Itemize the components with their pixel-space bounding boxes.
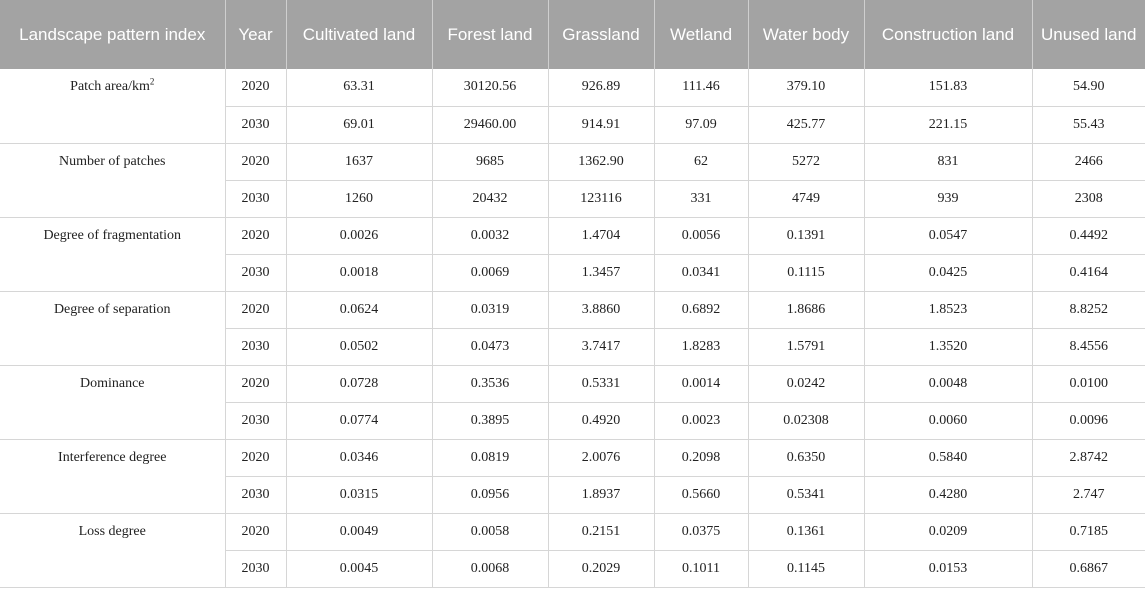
value-cell: 0.1361 <box>748 513 864 550</box>
value-cell: 221.15 <box>864 106 1032 143</box>
value-cell: 0.0425 <box>864 254 1032 291</box>
value-cell: 0.0502 <box>286 328 432 365</box>
value-cell: 0.0048 <box>864 365 1032 402</box>
value-cell: 1260 <box>286 180 432 217</box>
value-cell: 914.91 <box>548 106 654 143</box>
index-name-cell <box>0 217 225 291</box>
value-cell: 1.8523 <box>864 291 1032 328</box>
value-cell: 379.10 <box>748 69 864 106</box>
index-name: Degree of fragmentation <box>43 227 182 243</box>
value-cell: 0.1011 <box>654 550 748 587</box>
index-name: Interference degree <box>58 449 167 465</box>
year-cell: 2030 <box>225 180 286 217</box>
value-cell: 63.31 <box>286 69 432 106</box>
value-cell: 1362.90 <box>548 143 654 180</box>
value-cell: 0.0774 <box>286 402 432 439</box>
value-cell: 0.2029 <box>548 550 654 587</box>
year-cell: 2020 <box>225 143 286 180</box>
year-cell: 2030 <box>225 550 286 587</box>
value-cell: 0.5341 <box>748 476 864 513</box>
value-cell: 0.6892 <box>654 291 748 328</box>
value-cell: 0.0026 <box>286 217 432 254</box>
value-cell: 9685 <box>432 143 548 180</box>
value-cell: 30120.56 <box>432 69 548 106</box>
column-header: Grassland <box>548 0 654 69</box>
value-cell: 54.90 <box>1032 69 1145 106</box>
index-name: Degree of separation <box>53 301 171 317</box>
index-name-cell <box>0 439 225 513</box>
value-cell: 0.1115 <box>748 254 864 291</box>
value-cell: 0.0728 <box>286 365 432 402</box>
value-cell: 97.09 <box>654 106 748 143</box>
year-cell: 2020 <box>225 439 286 476</box>
value-cell: 2.8742 <box>1032 439 1145 476</box>
value-cell: 831 <box>864 143 1032 180</box>
value-cell: 0.0096 <box>1032 402 1145 439</box>
value-cell: 0.0956 <box>432 476 548 513</box>
value-cell: 0.5660 <box>654 476 748 513</box>
value-cell: 8.4556 <box>1032 328 1145 365</box>
value-cell: 0.1145 <box>748 550 864 587</box>
value-cell: 2308 <box>1032 180 1145 217</box>
value-cell: 1.4704 <box>548 217 654 254</box>
value-cell: 425.77 <box>748 106 864 143</box>
value-cell: 0.0100 <box>1032 365 1145 402</box>
value-cell: 55.43 <box>1032 106 1145 143</box>
value-cell: 0.4492 <box>1032 217 1145 254</box>
value-cell: 0.4164 <box>1032 254 1145 291</box>
index-unit-superscript: 2 <box>149 76 155 87</box>
value-cell: 939 <box>864 180 1032 217</box>
table-row <box>0 291 1145 328</box>
table-row <box>0 69 1145 106</box>
value-cell: 5272 <box>748 143 864 180</box>
column-header: Construction land <box>864 0 1032 69</box>
value-cell: 0.3895 <box>432 402 548 439</box>
index-name-cell <box>0 69 225 143</box>
value-cell: 0.6350 <box>748 439 864 476</box>
value-cell: 29460.00 <box>432 106 548 143</box>
value-cell: 0.0473 <box>432 328 548 365</box>
value-cell: 111.46 <box>654 69 748 106</box>
value-cell: 8.8252 <box>1032 291 1145 328</box>
value-cell: 0.0045 <box>286 550 432 587</box>
index-name: Patch area/km <box>70 79 150 94</box>
index-name-cell <box>0 143 225 217</box>
year-cell: 2030 <box>225 328 286 365</box>
value-cell: 0.0032 <box>432 217 548 254</box>
value-cell: 69.01 <box>286 106 432 143</box>
column-header: Landscape pattern index <box>0 0 225 69</box>
index-name: Dominance <box>79 375 145 391</box>
value-cell: 20432 <box>432 180 548 217</box>
index-name-cell <box>0 513 225 587</box>
value-cell: 0.1391 <box>748 217 864 254</box>
value-cell: 1.3520 <box>864 328 1032 365</box>
value-cell: 0.0547 <box>864 217 1032 254</box>
value-cell: 0.5331 <box>548 365 654 402</box>
value-cell: 0.0060 <box>864 402 1032 439</box>
value-cell: 1.8937 <box>548 476 654 513</box>
column-header: Unused land <box>1032 0 1145 69</box>
value-cell: 0.0319 <box>432 291 548 328</box>
value-cell: 0.0346 <box>286 439 432 476</box>
year-cell: 2030 <box>225 476 286 513</box>
index-name: Number of patches <box>58 153 166 169</box>
value-cell: 151.83 <box>864 69 1032 106</box>
value-cell: 4749 <box>748 180 864 217</box>
value-cell: 0.4920 <box>548 402 654 439</box>
value-cell: 0.0315 <box>286 476 432 513</box>
column-header: Wetland <box>654 0 748 69</box>
value-cell: 0.0058 <box>432 513 548 550</box>
column-header: Cultivated land <box>286 0 432 69</box>
value-cell: 0.0242 <box>748 365 864 402</box>
value-cell: 1637 <box>286 143 432 180</box>
year-cell: 2020 <box>225 217 286 254</box>
column-header: Year <box>225 0 286 69</box>
value-cell: 2.0076 <box>548 439 654 476</box>
value-cell: 0.0819 <box>432 439 548 476</box>
value-cell: 926.89 <box>548 69 654 106</box>
value-cell: 0.0068 <box>432 550 548 587</box>
value-cell: 0.5840 <box>864 439 1032 476</box>
value-cell: 0.7185 <box>1032 513 1145 550</box>
year-cell: 2020 <box>225 513 286 550</box>
value-cell: 0.0341 <box>654 254 748 291</box>
value-cell: 0.3536 <box>432 365 548 402</box>
year-cell: 2020 <box>225 291 286 328</box>
header-row <box>0 0 1145 69</box>
year-cell: 2030 <box>225 106 286 143</box>
column-header: Water body <box>748 0 864 69</box>
value-cell: 1.3457 <box>548 254 654 291</box>
value-cell: 3.8860 <box>548 291 654 328</box>
value-cell: 123116 <box>548 180 654 217</box>
table-row <box>0 439 1145 476</box>
value-cell: 0.2098 <box>654 439 748 476</box>
column-header: Forest land <box>432 0 548 69</box>
table-row <box>0 143 1145 180</box>
value-cell: 0.4280 <box>864 476 1032 513</box>
value-cell: 0.6867 <box>1032 550 1145 587</box>
year-cell: 2020 <box>225 365 286 402</box>
index-name-cell <box>0 365 225 439</box>
value-cell: 0.0049 <box>286 513 432 550</box>
value-cell: 0.0624 <box>286 291 432 328</box>
value-cell: 2466 <box>1032 143 1145 180</box>
table-row <box>0 365 1145 402</box>
value-cell: 0.2151 <box>548 513 654 550</box>
value-cell: 1.5791 <box>748 328 864 365</box>
value-cell: 0.02308 <box>748 402 864 439</box>
value-cell: 0.0018 <box>286 254 432 291</box>
value-cell: 0.0023 <box>654 402 748 439</box>
index-name: Loss degree <box>78 523 146 539</box>
value-cell: 3.7417 <box>548 328 654 365</box>
value-cell: 0.0209 <box>864 513 1032 550</box>
year-cell: 2020 <box>225 69 286 106</box>
table-row <box>0 513 1145 550</box>
value-cell: 1.8283 <box>654 328 748 365</box>
value-cell: 2.747 <box>1032 476 1145 513</box>
value-cell: 331 <box>654 180 748 217</box>
value-cell: 62 <box>654 143 748 180</box>
year-cell: 2030 <box>225 254 286 291</box>
value-cell: 1.8686 <box>748 291 864 328</box>
table-row <box>0 217 1145 254</box>
value-cell: 0.0069 <box>432 254 548 291</box>
table-body <box>0 69 1145 587</box>
value-cell: 0.0056 <box>654 217 748 254</box>
value-cell: 0.0375 <box>654 513 748 550</box>
year-cell: 2030 <box>225 402 286 439</box>
value-cell: 0.0153 <box>864 550 1032 587</box>
value-cell: 0.0014 <box>654 365 748 402</box>
index-name-cell <box>0 291 225 365</box>
